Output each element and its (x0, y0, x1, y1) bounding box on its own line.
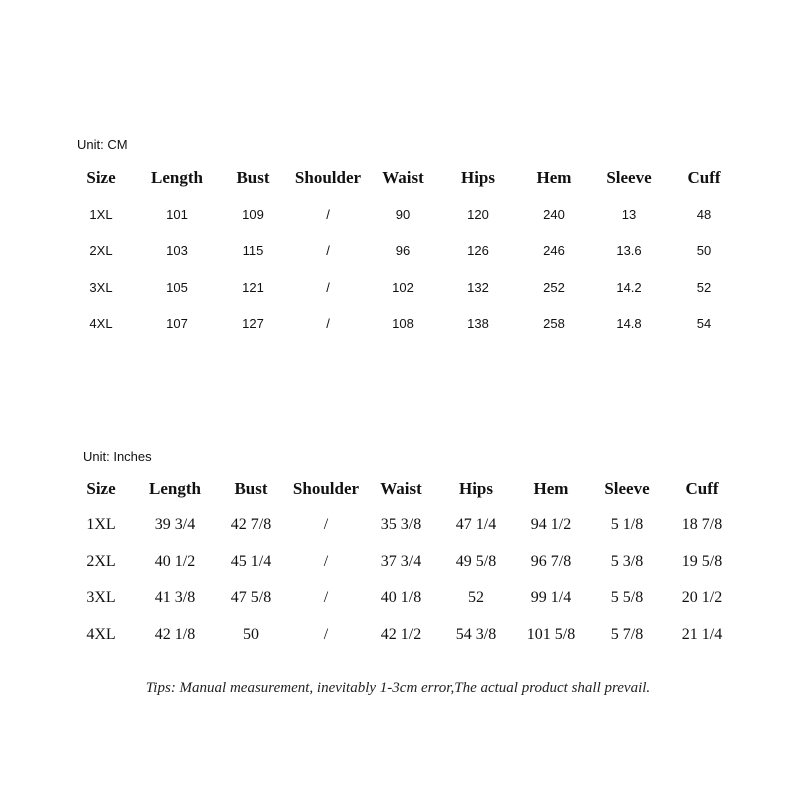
table-cell: 96 7/8 (530, 553, 572, 570)
column-header: Cuff (687, 168, 721, 187)
table-cell: 102 (392, 280, 414, 295)
table-cell: 40 1/2 (154, 553, 196, 570)
table-cell: 109 (242, 207, 264, 222)
cm-table-header-row (0, 166, 796, 190)
table-row (0, 550, 796, 574)
table-cell: 37 3/4 (380, 553, 422, 570)
inch-table-header-row (0, 477, 796, 501)
column-header: Cuff (685, 479, 719, 498)
table-cell: 5 1/8 (610, 516, 644, 533)
table-cell: 96 (395, 243, 411, 258)
table-cell: 42 1/8 (154, 626, 196, 643)
table-cell: 52 (468, 589, 484, 606)
table-row (0, 513, 796, 537)
table-cell: 132 (467, 280, 489, 295)
table-cell: / (323, 516, 329, 533)
table-cell: 45 1/4 (230, 553, 272, 570)
table-cell: 101 5/8 (526, 626, 576, 643)
table-cell: 126 (467, 243, 489, 258)
table-cell: 101 (166, 207, 188, 222)
table-cell: 105 (166, 280, 188, 295)
column-header: Shoulder (292, 479, 360, 498)
table-cell: 54 3/8 (455, 626, 497, 643)
table-row (0, 276, 796, 300)
table-cell: / (323, 626, 329, 643)
table-row (0, 239, 796, 263)
table-cell: 3XL (86, 589, 116, 606)
table-cell: 107 (166, 316, 188, 331)
tips-note: Tips: Manual measurement, inevitably 1-3cm error,The actual product shall prevail. (145, 680, 651, 696)
table-cell: 18 7/8 (681, 516, 723, 533)
table-cell: 42 7/8 (230, 516, 272, 533)
column-header: Hem (533, 479, 569, 498)
table-cell: 5 5/8 (610, 589, 644, 606)
cm-unit-label: Unit: CM (77, 137, 128, 152)
inches-unit-label: Unit: Inches (83, 449, 152, 464)
table-cell: 138 (467, 316, 489, 331)
table-cell: 246 (543, 243, 565, 258)
table-cell: 3XL (89, 280, 113, 295)
table-cell: / (323, 553, 329, 570)
table-cell: / (323, 589, 329, 606)
table-cell: 52 (696, 280, 712, 295)
table-cell: 39 3/4 (154, 516, 196, 533)
table-cell: 14.8 (616, 316, 642, 331)
column-header: Length (149, 479, 201, 498)
table-cell: 258 (543, 316, 565, 331)
table-cell: 47 1/4 (455, 516, 497, 533)
column-header: Bust (236, 168, 270, 187)
table-cell: 13 (621, 207, 637, 222)
table-cell: / (326, 243, 330, 258)
table-cell: 120 (467, 207, 489, 222)
column-header: Length (151, 168, 203, 187)
column-header: Waist (382, 168, 424, 187)
table-cell: 94 1/2 (530, 516, 572, 533)
table-cell: 14.2 (616, 280, 642, 295)
table-cell: 121 (242, 280, 264, 295)
table-cell: 5 7/8 (610, 626, 644, 643)
table-cell: 252 (543, 280, 565, 295)
table-cell: 90 (395, 207, 411, 222)
column-header: Size (86, 168, 116, 187)
table-cell: 48 (696, 207, 712, 222)
table-cell: 42 1/2 (380, 626, 422, 643)
column-header: Sleeve (604, 479, 650, 498)
column-header: Hips (460, 168, 496, 187)
table-row (0, 312, 796, 336)
table-cell: 40 1/8 (380, 589, 422, 606)
table-cell: 50 (696, 243, 712, 258)
table-cell: 41 3/8 (154, 589, 196, 606)
table-cell: 19 5/8 (681, 553, 723, 570)
table-row (0, 203, 796, 227)
table-cell: 20 1/2 (681, 589, 723, 606)
column-header: Hem (536, 168, 572, 187)
table-cell: 115 (242, 243, 264, 258)
table-cell: 108 (392, 316, 414, 331)
table-cell: / (326, 207, 330, 222)
table-cell: 103 (166, 243, 188, 258)
column-header: Shoulder (294, 168, 362, 187)
table-row (0, 623, 796, 647)
table-cell: 35 3/8 (380, 516, 422, 533)
table-cell: 13.6 (616, 243, 642, 258)
column-header: Waist (380, 479, 422, 498)
table-cell: 2XL (89, 243, 113, 258)
table-cell: 2XL (86, 553, 116, 570)
column-header: Hips (458, 479, 494, 498)
column-header: Bust (234, 479, 268, 498)
table-cell: 4XL (86, 626, 116, 643)
table-cell: 54 (696, 316, 712, 331)
table-cell: 5 3/8 (610, 553, 644, 570)
table-cell: 127 (242, 316, 264, 331)
table-cell: 1XL (86, 516, 116, 533)
table-cell: 47 5/8 (230, 589, 272, 606)
table-cell: 1XL (89, 207, 113, 222)
table-cell: 49 5/8 (455, 553, 497, 570)
table-cell: 4XL (89, 316, 113, 331)
column-header: Size (86, 479, 116, 498)
column-header: Sleeve (606, 168, 652, 187)
table-cell: 99 1/4 (530, 589, 572, 606)
table-cell: 21 1/4 (681, 626, 723, 643)
table-cell: 50 (243, 626, 259, 643)
table-cell: / (326, 280, 330, 295)
table-cell: / (326, 316, 330, 331)
table-cell: 240 (543, 207, 565, 222)
table-row (0, 586, 796, 610)
